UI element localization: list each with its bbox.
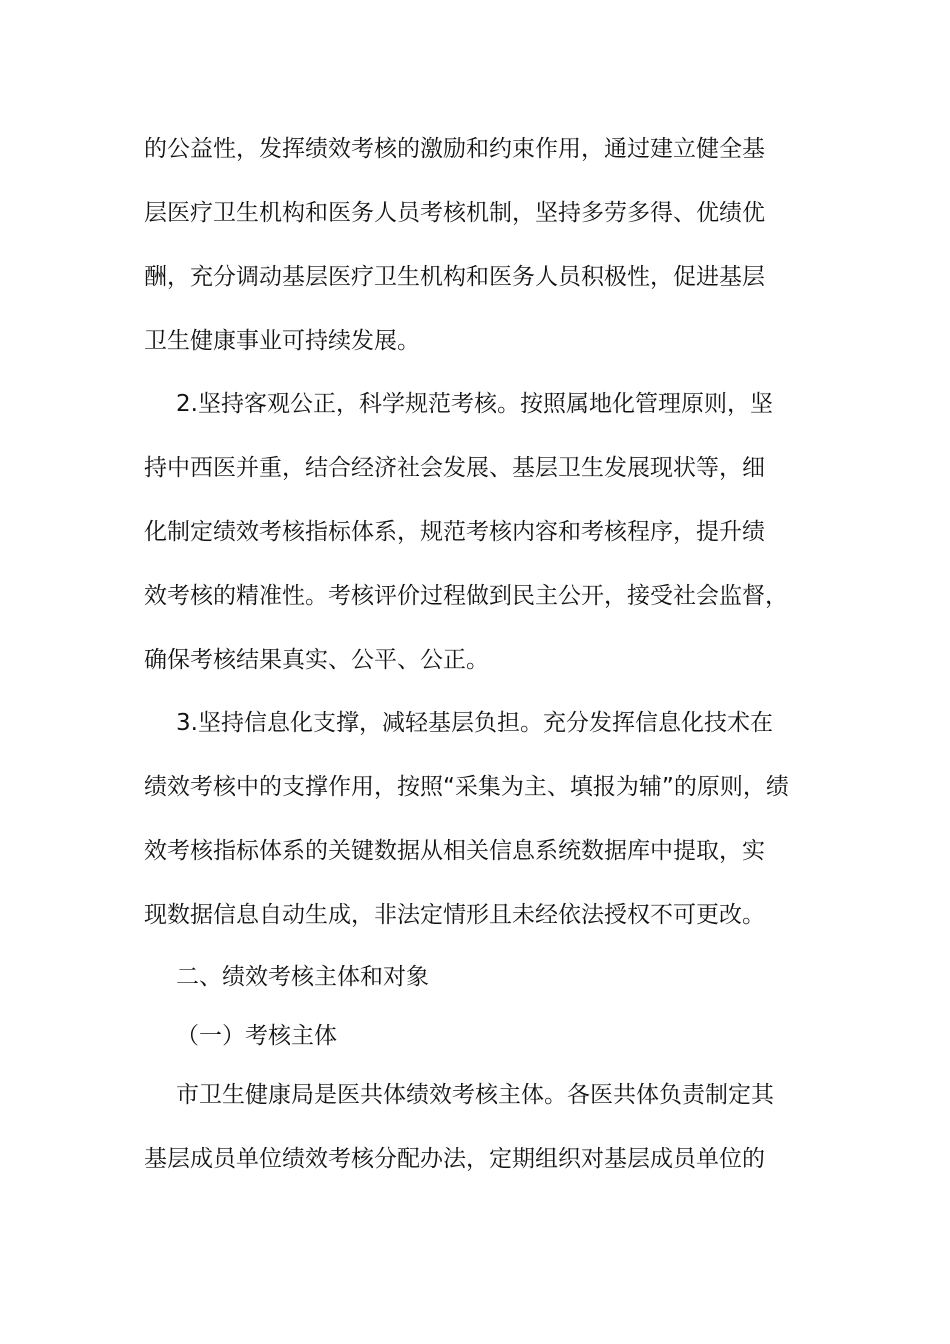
body-text-line: 卫生健康事业可持续发展。 xyxy=(144,328,420,354)
body-text-line: 持中西医并重，结合经济社会发展、基层卫生发展现状等，细 xyxy=(144,455,765,481)
body-text-line: 绩效考核中的支撑作用，按照“采集为主、填报为辅”的原则，绩 xyxy=(144,774,789,800)
body-text-line: 层医疗卫生机构和医务人员考核机制，坚持多劳多得、优绩优 xyxy=(144,200,765,226)
body-text-line: 酬，充分调动基层医疗卫生机构和医务人员积极性，促进基层 xyxy=(144,264,765,290)
body-text-line: 的公益性，发挥绩效考核的激励和约束作用，通过建立健全基 xyxy=(144,136,765,162)
paragraph-start-line: 3.坚持信息化支撑，减轻基层负担。充分发挥信息化技术在 xyxy=(176,710,773,736)
body-text-line: 效考核指标体系的关键数据从相关信息系统数据库中提取，实 xyxy=(144,838,765,864)
section-heading: 二、绩效考核主体和对象 xyxy=(176,964,429,990)
body-text-line: 化制定绩效考核指标体系，规范考核内容和考核程序，提升绩 xyxy=(144,519,765,545)
body-text-line: 现数据信息自动生成，非法定情形且未经依法授权不可更改。 xyxy=(144,902,765,928)
subsection-heading: （一）考核主体 xyxy=(176,1023,337,1049)
paragraph-start-line: 2.坚持客观公正，科学规范考核。按照属地化管理原则，坚 xyxy=(176,391,773,417)
body-text-line: 确保考核结果真实、公平、公正。 xyxy=(144,647,489,673)
body-text-line: 效考核的精准性。考核评价过程做到民主公开，接受社会监督， xyxy=(144,583,788,609)
body-text-line: 基层成员单位绩效考核分配办法，定期组织对基层成员单位的 xyxy=(144,1146,765,1172)
paragraph-start-line: 市卫生健康局是医共体绩效考核主体。各医共体负责制定其 xyxy=(176,1082,774,1108)
